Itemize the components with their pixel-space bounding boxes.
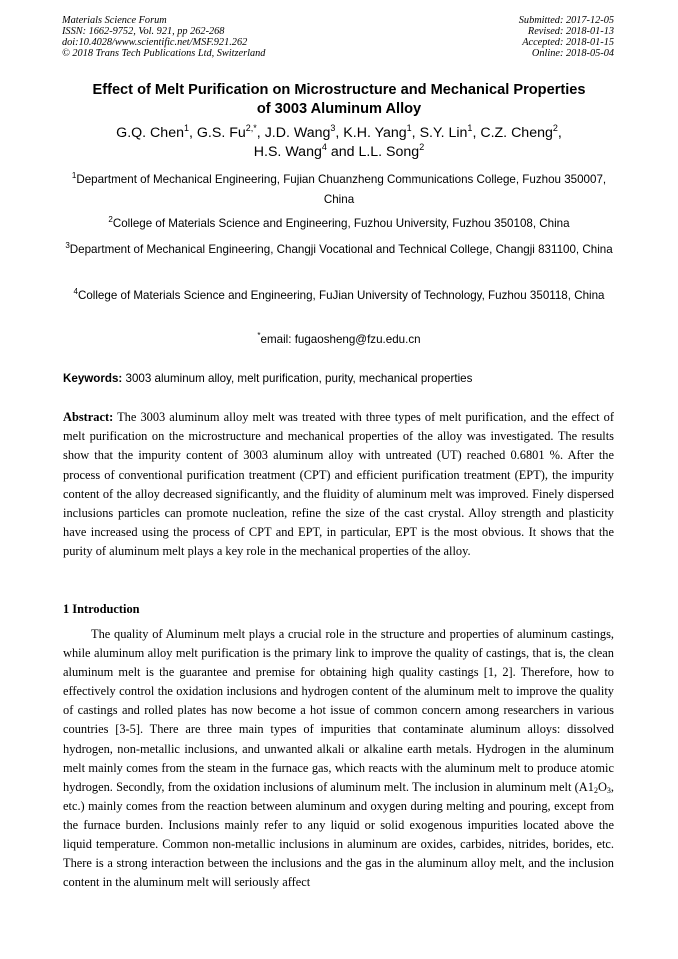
author-name: K.H. Yang [343, 125, 407, 141]
abstract [63, 408, 614, 562]
author-affil-mark: 1 [406, 123, 412, 133]
author-affil-mark: 4 [321, 142, 327, 152]
keywords [63, 370, 616, 388]
affiliation-mark: 4 [73, 287, 78, 296]
issn-line: ISSN: 1662-9752, Vol. 921, pp 262-268 [62, 26, 225, 37]
dates-header [519, 15, 614, 59]
section-heading: 1 Introduction [63, 602, 140, 616]
author-separator: , [472, 125, 481, 141]
intro-text-a: The quality of Aluminum melt plays a crucial role in the structure and properties of aluminum castings, while aluminum alloy melt purification is the primary link to improve the quality of castings, that is, the clean aluminum melt is the guarantee and premise for obtaining high quality castings [1, 2]. Therefore, how to effectively control the oxidation inclusions and hydrogen content of the aluminum melt to improve the quality of castings and rolled plates has now become a hot issue of common concern among researchers in various countries [3-5]. There are three main types of impurities that contaminate aluminum alloys: dissolved hydrogen, non-metallic inclusions, and unwanted alkali or alkaline earth metals. Hydrogen in the aluminum melt mainly comes from the steam in the furnace gas, which reacts with the aluminum melt to produce atomic hydrogen. Secondly, from the oxidation inclusions of aluminum melt. The inclusion in aluminum melt (A1 [63, 627, 614, 794]
intro-text-b: , etc.) mainly comes from the reaction between aluminum and oxygen during melting and pouring, except from the furnace burden. Inclusions mainly refer to any liquid or solid exogenous impurities located above the liquid temperature. Common non-metallic inclusions in aluminum are oxides, carbides, nitrides, borides, etc. There is a strong interaction between the inclusions and the gas in the aluminum alloy melt, and the inclusion content in the aluminum melt will seriously affect [63, 779, 614, 890]
revised-date: Revised: 2018-01-13 [527, 26, 614, 37]
author-name: J.D. Wang [264, 125, 331, 141]
affiliation-text: College of Materials Science and Engineering, FuJian University of Technology, Fuzhou 350118, China [77, 289, 605, 302]
author-separator: and [326, 144, 359, 160]
email-text: email: fugaosheng@fzu.edu.cn [260, 333, 421, 346]
submitted-date: Submitted: 2017-12-05 [518, 15, 614, 26]
subscript-2: 2 [593, 785, 598, 795]
corresponding-mark: * [257, 331, 261, 340]
affiliation-text: Department of Mechanical Engineering, Fujian Chuanzheng Communications College, Fuzhou 350007, China [76, 173, 607, 206]
journal-name: Materials Science Forum [62, 15, 167, 26]
affiliation-1 [56, 170, 622, 210]
intro-oxygen: O [597, 779, 607, 794]
affiliation-mark: 2 [108, 215, 113, 224]
affiliation-4 [56, 286, 622, 306]
author-name: G.S. Fu [196, 125, 246, 141]
author-name: C.Z. Cheng [480, 125, 553, 141]
author-separator: , [557, 125, 562, 141]
doi-line: doi:10.4028/www.scientific.net/MSF.921.262 [62, 37, 248, 48]
author-affil-mark: 2 [552, 123, 558, 133]
paper-title [50, 81, 628, 119]
title-line-1: Effect of Melt Purification on Microstructure and Mechanical Properties [92, 82, 586, 98]
affiliation-text: College of Materials Science and Engineering, Fuzhou University, Fuzhou 350108, China [112, 217, 570, 230]
author-name: G.Q. Chen [116, 125, 184, 141]
online-date: Online: 2018-05-04 [531, 48, 614, 59]
author-name: L.L. Song [358, 144, 420, 160]
keywords-text: 3003 aluminum alloy, melt purification, purity, mechanical properties [122, 372, 473, 385]
affiliation-3 [56, 240, 622, 260]
keywords-label: Keywords: [63, 372, 123, 385]
author-separator: , [189, 125, 197, 141]
affiliation-2 [56, 214, 622, 234]
author-separator: , [256, 125, 265, 141]
title-line-2: of 3003 Aluminum Alloy [256, 101, 422, 117]
corresponding-email [56, 330, 622, 350]
author-name: S.Y. Lin [419, 125, 468, 141]
author-affil-mark: 2 [419, 142, 425, 152]
abstract-text: The 3003 aluminum alloy melt was treated with three types of melt purification, and the effect of melt purification on the microstructure and mechanical properties of the alloy was investigated. The results show that the impurity content of 3003 aluminum alloy with untreated (UT) reached 0.6801 %. After the process of conventional purification treatment (CPT) and efficient purification treatment (EPT), the impurity content of the alloy decreased significantly, and the fluidity of aluminum melt was improved. Finely dispersed inclusions particles can promote nucleation, refine the size of the cast crystal. Alloy strength and plasticity have increased using the process of CPT and EPT, in particular, EPT is the most obvious. It shows that the purity of aluminum melt plays a key role in the mechanical properties of the alloy. [63, 410, 614, 559]
introduction-paragraph [63, 625, 614, 892]
abstract-label: Abstract: [63, 410, 114, 424]
author-affil-mark: 1 [467, 123, 473, 133]
author-affil-mark: 3 [330, 123, 336, 133]
author-separator: , [411, 125, 420, 141]
author-list [50, 124, 628, 162]
author-separator: , [335, 125, 344, 141]
author-name: H.S. Wang [253, 144, 322, 160]
subscript-3: 3 [606, 785, 611, 795]
author-affil-mark: 1 [183, 123, 189, 133]
affiliation-text: Department of Mechanical Engineering, Changji Vocational and Technical College, Changji 831100, China [69, 243, 613, 256]
affiliation-mark: 1 [71, 171, 77, 180]
journal-header [62, 15, 265, 59]
copyright-line: © 2018 Trans Tech Publications Ltd, Switzerland [62, 48, 266, 59]
affiliation-mark: 3 [65, 241, 70, 250]
accepted-date: Accepted: 2018-01-15 [522, 37, 614, 48]
author-affil-mark: 2,* [245, 123, 257, 133]
